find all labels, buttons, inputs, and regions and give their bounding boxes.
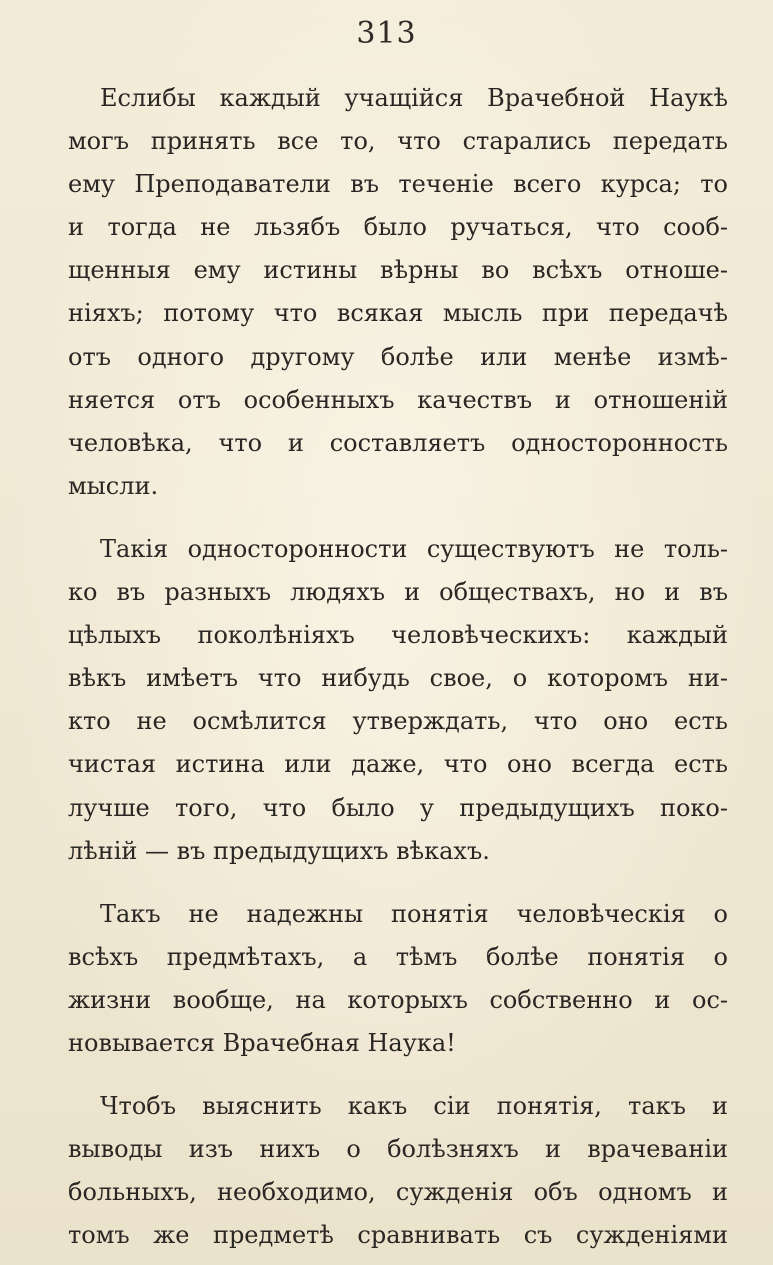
text-line: выводы изъ нихъ о болѣзняхъ и врачеваніи [68, 1135, 728, 1164]
text-line: и тогда не льзябъ было ручаться, что сооб- [68, 213, 728, 242]
text-line: Такъ не надежны понятія человѣческія о [100, 899, 728, 928]
text-line: всѣхъ предмѣтахъ, а тѣмъ болѣе понятія о [68, 942, 728, 971]
text-line: жизни вообще, на которыхъ собственно и ос- [68, 985, 728, 1014]
text-line: няется отъ особенныхъ качествъ и отношеній [68, 385, 728, 414]
text-line: томъ же предметѣ сравнивать съ сужденіями [68, 1221, 728, 1250]
text-line: цѣлыхъ поколѣніяхъ человѣческихъ: каждый [68, 621, 728, 650]
paragraph-4 [68, 1085, 728, 1257]
text-line: отъ одного другому болѣе или менѣе измѣ- [68, 342, 728, 371]
text-line: чистая истина или даже, что оно всегда есть [68, 750, 728, 779]
text-line: вѣкъ имѣетъ что нибудь свое, о которомъ ни- [68, 664, 728, 693]
text-line: щенныя ему истины вѣрны во всѣхъ отноше- [68, 256, 728, 285]
text-line: Еслибы каждый учащійся Врачебной Наукѣ [100, 84, 728, 112]
text-line: мысли. [68, 471, 159, 500]
paragraph-1 [68, 77, 728, 508]
text-line: могъ принять все то, что старались передать [68, 127, 728, 156]
text-block [68, 77, 728, 1265]
text-line: Чтобъ выяснить какъ сіи понятія, такъ и [100, 1092, 728, 1121]
text-line: лѣній — въ предыдущихъ вѣкахъ. [68, 836, 490, 865]
text-line: ему Преподаватели въ теченіе всего курса; то [68, 170, 728, 199]
text-line: больныхъ, необходимо, сужденія объ одномъ и [68, 1178, 728, 1207]
text-line: кто не осмѣлится утверждать, что оно есть [68, 707, 728, 736]
text-line: ко въ разныхъ людяхъ и обществахъ, но и въ [68, 578, 728, 607]
text-line: человѣка, что и составляетъ односторонность [68, 428, 728, 457]
paragraph-3 [68, 893, 728, 1065]
text-line: новывается Врачебная Наука! [68, 1028, 456, 1057]
page-number: 313 [356, 16, 417, 51]
paragraph-2 [68, 528, 728, 873]
text-line: ніяхъ; потому что всякая мысль при передачѣ [68, 299, 728, 328]
text-line: лучше того, что было у предыдущихъ поко- [68, 793, 728, 822]
text-line: Такія односторонности существуютъ не толь- [100, 534, 728, 563]
